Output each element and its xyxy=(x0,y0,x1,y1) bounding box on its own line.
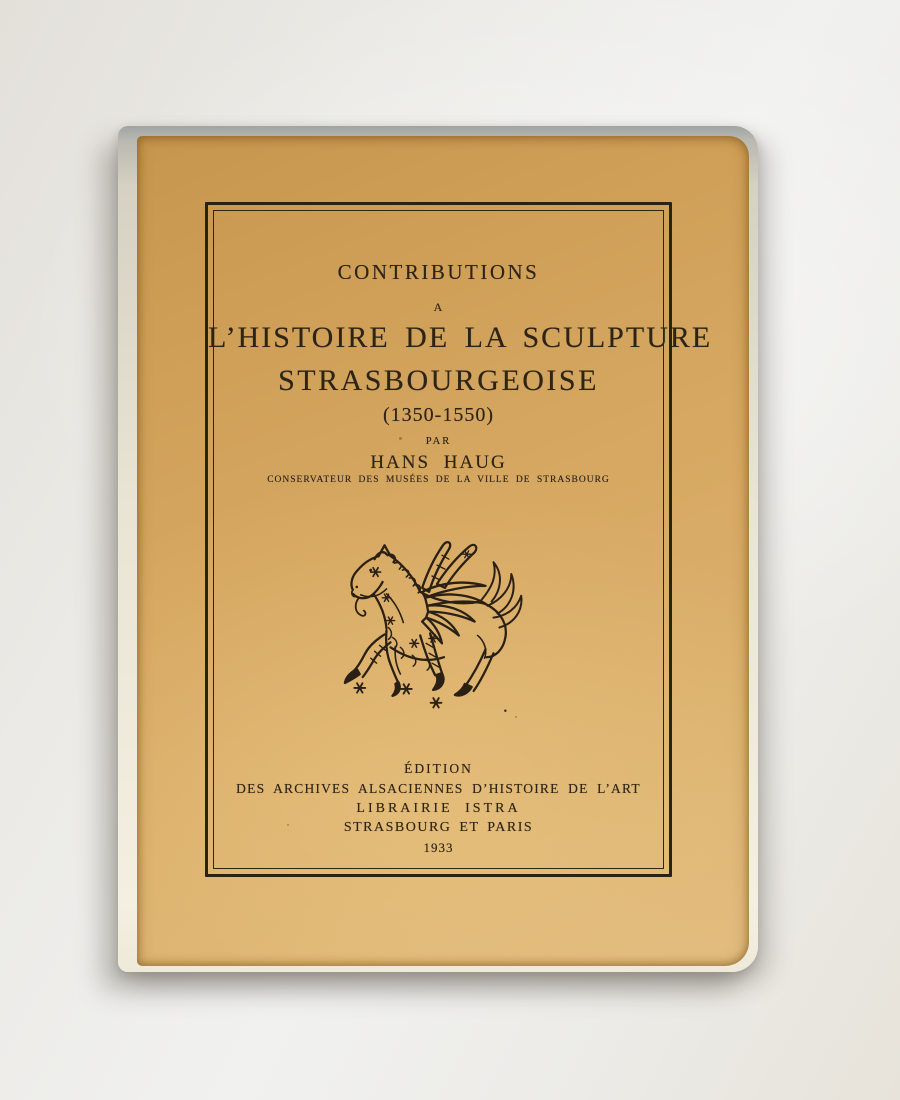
imprint-cities: STRASBOURG ET PARIS xyxy=(343,820,534,835)
author-name: HANS HAUG xyxy=(370,452,507,473)
imprint-edition: ÉDITION xyxy=(404,761,473,776)
date-range: (1350-1550) xyxy=(383,404,494,426)
author-role: CONSERVATEUR DES MUSÉES DE LA VILLE DE STRASBOURG xyxy=(267,475,610,485)
imprint-year: 1933 xyxy=(423,840,454,855)
book-cover xyxy=(137,136,749,966)
pegasus-woodcut-illustration xyxy=(335,531,543,727)
main-title-line2: STRASBOURGEOISE xyxy=(278,364,599,397)
title-connector: A xyxy=(433,300,444,314)
imprint-librairie: LIBRAIRIE ISTRA xyxy=(356,801,521,816)
imprint-publisher: DES ARCHIVES ALSACIENNES D’HISTOIRE DE L’ART xyxy=(236,781,641,796)
main-title-line1: L’HISTOIRE DE LA SCULPTURE xyxy=(208,321,713,354)
publisher-emblem xyxy=(208,531,669,727)
series-title: CONTRIBUTIONS xyxy=(337,260,540,284)
byline-prefix: PAR xyxy=(425,436,452,447)
title-page-rule-frame xyxy=(205,202,713,877)
